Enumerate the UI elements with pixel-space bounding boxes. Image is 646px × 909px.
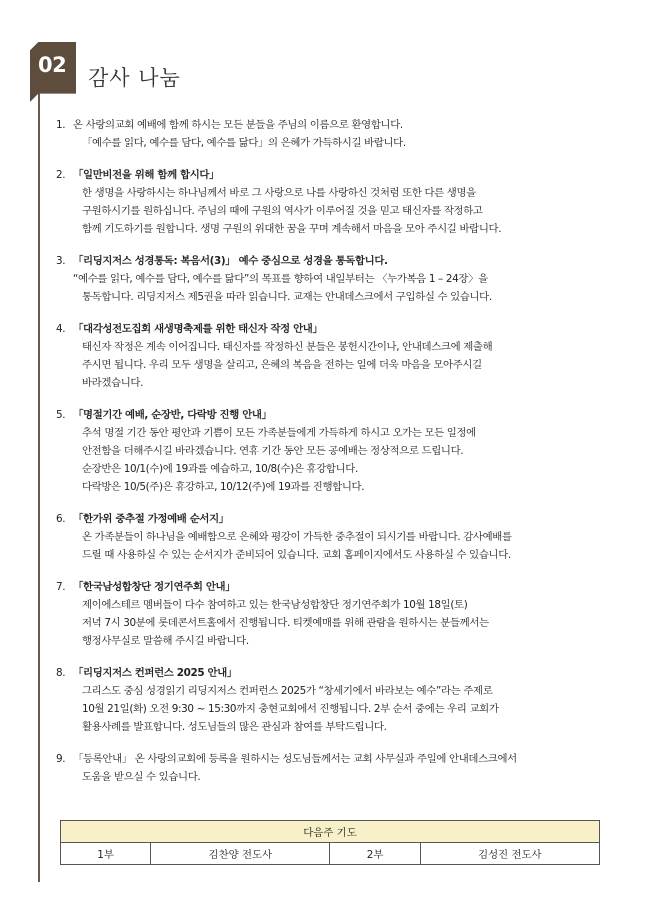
prayer-leader-2: 김성진 전도사 (420, 843, 599, 865)
item-line: 주시면 됩니다. 우리 모두 생명을 살리고, 은혜의 복음을 전하는 일에 더욱 마음을 모아주시길 (82, 359, 482, 371)
service-label-2: 2부 (330, 843, 420, 865)
item-heading: 「대각성전도집회 새생명축제를 위한 태신자 작정 안내」 (73, 323, 323, 335)
margin-rule (38, 90, 40, 882)
item-line: 온 가족분들이 하나님을 예배함으로 은혜와 평강이 가득한 중추절이 되시기를 바랍니다. 감사예배를 (82, 531, 512, 543)
item-line: 순장반은 10/1(수)에 19과를 예습하고, 10/8(수)은 휴강합니다. (82, 463, 358, 475)
announcement-item-6 (56, 510, 604, 564)
item-line: 한 생명을 사랑하시는 하나님께서 바로 그 사랑으로 나를 사랑하신 것처럼 또한 다른 생명을 (82, 187, 476, 199)
item-number: 1. (56, 119, 66, 131)
item-heading: 「명절기간 예배, 순장반, 다락방 진행 안내」 (73, 409, 272, 421)
item-number: 8. (56, 667, 66, 679)
item-line: “예수를 읽다, 예수를 담다, 예수를 닮다”의 목표를 향하여 내일부터는 〈누가복음 1 – 24장〉을 (73, 273, 488, 285)
item-number: 5. (56, 409, 66, 421)
announcement-item-1 (56, 116, 604, 152)
item-line: 「등록안내」 온 사랑의교회에 등록을 원하시는 성도님들께서는 교회 사무실과 주일에 안내데스크에서 (73, 753, 517, 765)
announcement-item-9 (56, 750, 604, 786)
item-line: 추석 명절 기간 동안 평안과 기쁨이 모든 가족분들에게 가득하게 하시고 오가는 모든 일정에 (82, 427, 476, 439)
item-number: 2. (56, 169, 66, 181)
item-line: 행정사무실로 말씀해 주시길 바랍니다. (82, 635, 249, 647)
announcement-item-8 (56, 664, 604, 736)
prayer-schedule-table (60, 820, 600, 865)
item-line: 안전함을 더해주시길 바라겠습니다. 연휴 기간 동안 모든 공예배는 정상적으로 드립니다. (82, 445, 464, 457)
table-row (61, 843, 600, 865)
item-heading: 「한국남성합창단 정기연주회 안내」 (73, 581, 236, 593)
item-line: 다락방은 10/5(주)은 휴강하고, 10/12(주)에 19과를 진행합니다. (82, 481, 365, 493)
item-number: 4. (56, 323, 66, 335)
item-line: 통독합니다. 리딩지저스 제5권을 따라 읽습니다. 교재는 안내데스크에서 구입하실 수 있습니다. (82, 291, 492, 303)
announcement-item-3 (56, 252, 604, 306)
item-number: 9. (56, 753, 66, 765)
service-label-1: 1부 (61, 843, 151, 865)
item-number: 6. (56, 513, 66, 525)
item-line: 「예수를 읽다, 예수를 담다, 예수를 닮다」의 은혜가 가득하시길 바랍니다. (82, 137, 406, 149)
item-heading: 「리딩지저스 컨퍼런스 2025 안내」 (73, 667, 237, 679)
section-title: 감사 나눔 (88, 66, 181, 90)
item-number: 3. (56, 255, 66, 267)
item-heading: 「한가위 중추절 가정예배 순서지」 (73, 513, 229, 525)
item-line: 태신자 작정은 계속 이어집니다. 태신자를 작정하신 분들은 봉헌시간이나, 안내데스크에 제출해 (82, 341, 493, 353)
prayer-leader-1: 김찬양 전도사 (151, 843, 330, 865)
item-heading: 「리딩지저스 성경통독: 복음서(3)」 예수 중심으로 성경을 통독합니다. (73, 255, 388, 267)
prayer-schedule-title: 다음주 기도 (61, 821, 600, 843)
item-line: 드릴 때 사용하실 수 있는 순서지가 준비되어 있습니다. 교회 홈페이지에서도 사용하실 수 있습니다. (82, 549, 511, 561)
item-line: 바라겠습니다. (82, 377, 144, 389)
announcement-item-7 (56, 578, 604, 650)
announcement-list (56, 116, 604, 800)
item-line: 제이에스테르 멤버들이 다수 참여하고 있는 한국남성합창단 정기연주회가 10월 18일(토) (82, 599, 468, 611)
item-line: 그리스도 중심 성경읽기 리딩지저스 컨퍼런스 2025가 “창세기에서 바라보는 예수”라는 주제로 (82, 685, 493, 697)
item-heading: 「일만비전을 위해 함께 합시다」 (73, 169, 220, 181)
item-number: 7. (56, 581, 66, 593)
announcement-item-5 (56, 406, 604, 496)
item-line: 구원하시기를 원하십니다. 주님의 때에 구원의 역사가 이루어질 것을 믿고 태신자를 작정하고 (82, 205, 483, 217)
item-line: 10월 21일(화) 오전 9:30 ~ 15:30까지 충현교회에서 진행됩니다. 2부 순서 중에는 우리 교회가 (82, 703, 499, 715)
item-line: 저녁 7시 30분에 롯데콘서트홀에서 진행됩니다. 티켓예매를 위해 관람을 원하시는 분들께서는 (82, 617, 489, 629)
announcement-item-2 (56, 166, 604, 238)
item-line: 활용사례를 발표합니다. 성도님들의 많은 관심과 참여를 부탁드립니다. (82, 721, 387, 733)
section-number: 02 (38, 53, 67, 77)
item-line: 온 사랑의교회 예배에 함께 하시는 모든 분들을 주님의 이름으로 환영합니다. (73, 119, 403, 131)
item-line: 함께 기도하기를 원합니다. 생명 구원의 위대한 꿈을 꾸며 계속해서 마음을 모아 주시길 바랍니다. (82, 223, 502, 235)
item-line: 도움을 받으실 수 있습니다. (82, 771, 201, 783)
announcement-item-4 (56, 320, 604, 392)
